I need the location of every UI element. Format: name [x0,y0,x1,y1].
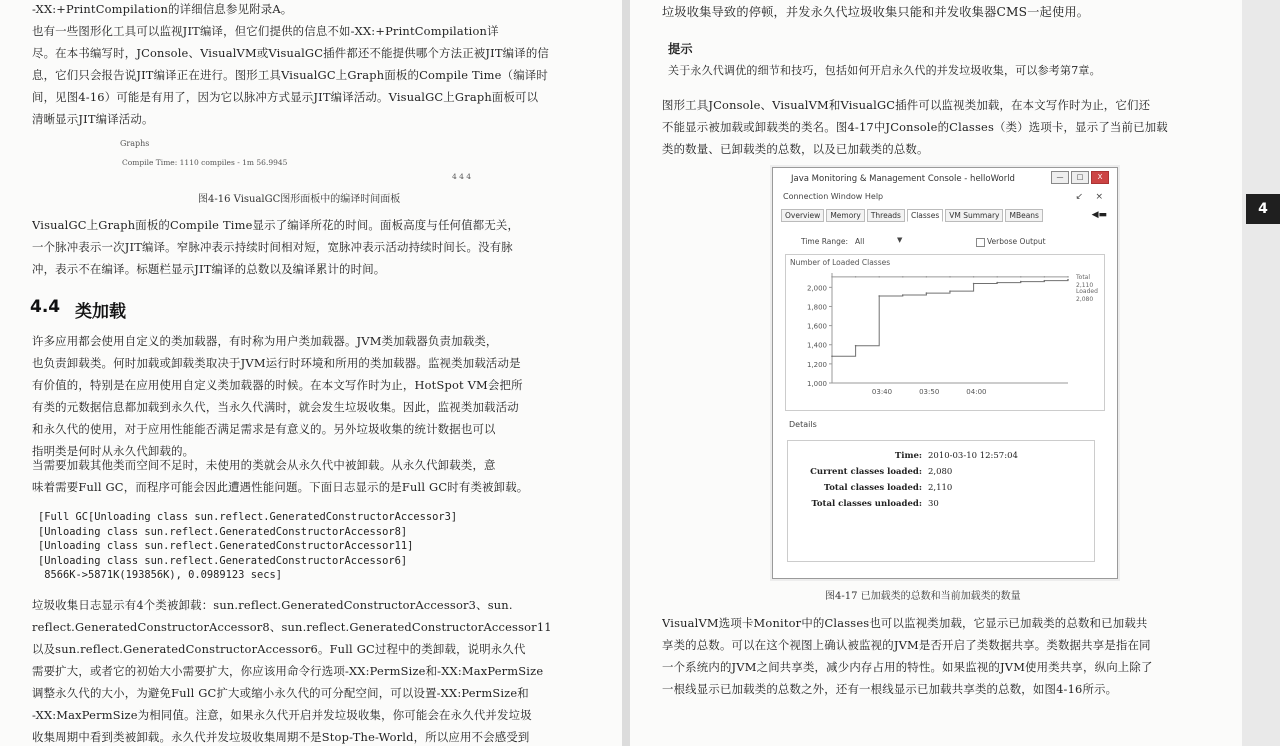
details-value: 2010-03-10 12:57:04 [928,451,1018,461]
tab-classes[interactable]: Classes [907,209,943,222]
y-tick-label: 1,600 [806,322,827,331]
details-row [798,467,952,477]
data-point [831,355,833,357]
book-gutter [622,0,630,746]
y-tick-label: 2,000 [806,284,827,293]
tab-vm-summary[interactable]: VM Summary [945,209,1003,222]
text-line: 需要扩大，或者它的初始大小需要扩大，你应该用命令行选项-XX:PermSize和-XX:MaxPermSize [32,664,544,678]
details-row [798,451,1018,461]
window-title: Java Monitoring & Management Console - helloWorld [791,174,1015,184]
text-line: 享类的总数。可以在这个视图上确认被监视的JVM是否开启了类数据共享。类数据共享是指在同 [662,638,1151,652]
details-value: 2,110 [928,483,953,493]
time-range-label: Time Range: [801,237,849,246]
text-line: 间，见图4-16）可能是有用了，因为它以脉冲方式显示JIT编译活动。VisualGC上Graph面板可以 [32,90,539,104]
text-line: 冲，表示不在编译。标题栏显示JIT编译的总数以及编译累计的时间。 [32,262,386,276]
right-top-line: 垃圾收集导致的停顿，并发永久代垃圾收集只能和并发收集器CMS一起使用。 [662,5,1090,19]
section-number: 4.4 [30,297,61,317]
tip-text: 关于永久代调优的细节和技巧，包括如何开启永久代的并发垃圾收集，可以参考第7章。 [668,64,1101,77]
tab-strip [781,209,1043,222]
text-line: 味着需要Full GC，而程序可能会因此遭遇性能问题。下面日志显示的是Full GC时有类被卸载。 [32,480,529,494]
details-label: Current classes loaded: [810,467,922,477]
details-label: Details [789,420,817,429]
menu-bar[interactable]: Connection Window Help [783,192,884,201]
jconsole-window-figure [772,167,1118,579]
restore-icon[interactable]: ↙ [1075,192,1083,202]
text-line: 有类的元数据信息都加载到永久代，当永久代满时，就会发生垃圾收集。因此，监视类加载活动 [32,400,519,414]
text-line: 有价值的，特别是在应用使用自定义类加载器的时候。在本文写作时为止，HotSpot VM会把所 [32,378,523,392]
text-line: 也负责卸载类。何时加载或卸载类取决于JVM运行时环境和所用的类加载器。监视类加载活动是 [32,356,521,370]
legend-total: Total [1076,273,1091,281]
text-line: 类的数量、已卸载类的总数，以及已加载类的总数。 [662,142,929,156]
y-tick-label: 1,200 [806,360,827,369]
left-page [0,0,622,746]
text-line: -XX:MaxPermSize为相同值。注意，如果永久代开启并发垃圾收集，你可能会在永久代并发垃圾 [32,708,532,722]
figure-graphs-title: Graphs [120,139,150,148]
data-point [949,290,951,292]
data-point [973,276,975,278]
y-tick-label: 1,000 [806,380,827,388]
data-point [878,276,880,278]
text-line: 当需要加载其他类而空间不足时，未使用的类就会从永久代中被卸载。从永久代卸载类，意 [32,458,496,472]
text-line: 一根线显示已加载类的总数之外，还有一根线显示已加载共享类的总数，如图4-16所示。 [662,682,1118,696]
tab-threads[interactable]: Threads [867,209,905,222]
data-point [1020,276,1022,278]
tip-title: 提示 [668,42,693,56]
connect-arrow-icon[interactable]: ◀▬ [1091,210,1107,220]
details-value: 2,080 [928,467,953,477]
y-tick-label: 1,800 [806,303,827,312]
details-row [798,499,939,509]
text-line: 图形工具JConsole、VisualVM和VisualGC插件可以监视类加载，在本文写作时为止，它们还 [662,98,1151,112]
data-point [855,345,857,347]
text-line: 许多应用都会使用自定义的类加载器，有时称为用户类加载器。JVM类加载器负责加载类， [32,334,498,348]
text-line: 一个系统内的JVM之间共享类，减少内存占用的特性。如果监视的JVM使用类共享，纵向上除了 [662,660,1153,674]
data-point [996,282,998,284]
data-point [1020,281,1022,283]
tab-mbeans[interactable]: MBeans [1005,209,1043,222]
code-line: [Full GC[Unloading class sun.reflect.GeneratedConstructorAccessor3] [38,511,458,523]
data-point [973,283,975,285]
figure-4-16-caption: 图4-16 VisualGC图形面板中的编译时间面板 [198,194,401,205]
data-point [996,276,998,278]
x-tick-label: 04:00 [966,388,987,396]
details-box [787,440,1095,562]
data-point [878,295,880,297]
details-row [798,483,952,493]
figure-compile-values: 4 4 4 [452,172,472,181]
legend-loaded: Loaded [1076,288,1098,296]
data-point [1044,280,1046,282]
minimize-button[interactable]: — [1051,171,1069,184]
data-point [949,276,951,278]
text-line: 收集周期中看到类被卸载。永久代并发垃圾收集周期不是Stop-The-World，所以应用不会感受到 [32,730,530,744]
y-tick-label: 1,400 [806,341,827,350]
code-line: [Unloading class sun.reflect.GeneratedConstructorAccessor6] [38,554,408,567]
text-line: 调整永久代的大小，为避免Full GC扩大或缩小永久代的可分配空间，可以设置-XX:PermSize和 [32,686,529,700]
text-line: reflect.GeneratedConstructorAccessor8、sun.reflect.GeneratedConstructorAccessor11 [32,620,552,634]
loaded-classes-chart [786,255,1104,410]
text-line: VisualGC上Graph面板的Compile Time显示了编译所花的时间。面板高度与任何值都无关， [32,218,520,232]
gc-log-code-block [38,510,457,583]
chapter-tab: 4 [1246,194,1280,224]
data-point [1067,276,1069,278]
code-line: [Unloading class sun.reflect.GeneratedConstructorAccessor8] [38,525,408,538]
data-point [902,276,904,278]
text-line: 清晰显示JIT编译活动。 [32,112,154,126]
figure-4-17-caption: 图4-17 已加载类的总数和当前加载类的数量 [825,591,1021,602]
code-line: 8566K->5871K(193856K), 0.0989123 secs] [38,569,282,582]
text-line: 以及sun.reflect.GeneratedConstructorAccessor6。Full GC过程中的类卸载，说明永久代 [32,642,526,656]
details-value: 30 [928,499,939,509]
data-point [902,294,904,296]
text-line: 一个脉冲表示一次JIT编译。窄脉冲表示持续时间相对短，宽脉冲表示活动持续时间长。没有脉 [32,240,513,254]
tab-overview[interactable]: Overview [781,209,824,222]
text-line: 尽。在本书编写时，JConsole、VisualVM或VisualGC插件都还不能提供哪个方法正被JIT编译的信 [32,46,550,60]
maximize-button[interactable]: □ [1071,171,1089,184]
tab-memory[interactable]: Memory [826,209,865,222]
legend-total-value: 2,110 [1076,281,1094,289]
figure-compile-time-row: Compile Time: 1110 compiles - 1m 56.9945 [122,158,288,167]
data-point [1067,279,1069,281]
data-point [831,276,833,278]
text-line: 息，它们只会报告说JIT编译正在进行。图形工具VisualGC上Graph面板的Compile Time（编译时 [32,68,548,82]
data-point [926,276,928,278]
window-buttons [1051,171,1109,184]
data-point [855,276,857,278]
chart-label: Number of Loaded Classes [790,258,891,267]
close-icon[interactable]: × [1095,192,1103,202]
details-label: Total classes loaded: [823,483,922,493]
x-tick-label: 03:50 [919,388,940,396]
legend-loaded-value: 2,080 [1076,296,1094,304]
text-line: -XX:+PrintCompilation的详细信息参见附录A。 [32,2,293,16]
data-point [1044,276,1046,278]
dropdown-arrow-icon[interactable]: ▼ [897,236,903,244]
code-line: [Unloading class sun.reflect.GeneratedConstructorAccessor11] [38,540,414,553]
text-line: VisualVM选项卡Monitor中的Classes也可以监视类加载，它显示已加载类的总数和已加载共 [662,616,1148,630]
text-line: 垃圾收集日志显示有4个类被卸载：sun.reflect.GeneratedConstructorAccessor3、sun. [32,598,513,612]
verbose-output-checkbox[interactable] [976,238,985,247]
text-line: 指明类是何时从永久代卸载的。 [32,444,195,458]
details-label: Total classes unloaded: [811,499,922,509]
text-line: 和永久代的使用，对于应用性能能否满足需求是有意义的。另外垃圾收集的统计数据也可以 [32,422,496,436]
section-title: 类加载 [75,302,126,322]
close-button[interactable]: X [1091,171,1109,184]
data-point [926,292,928,294]
chart-panel [785,254,1105,411]
x-tick-label: 03:40 [871,388,893,396]
text-line: 不能显示被加载或卸载类的类名。图4-17中JConsole的Classes（类）选项卡，显示了当前已加载 [662,120,1168,134]
text-line: 也有一些图形化工具可以监视JIT编译，但它们提供的信息不如-XX:+PrintCompilation详 [32,24,499,38]
verbose-output-label: Verbose Output [987,237,1046,246]
details-label: Time: [894,451,922,461]
time-range-select[interactable]: All [855,237,865,246]
